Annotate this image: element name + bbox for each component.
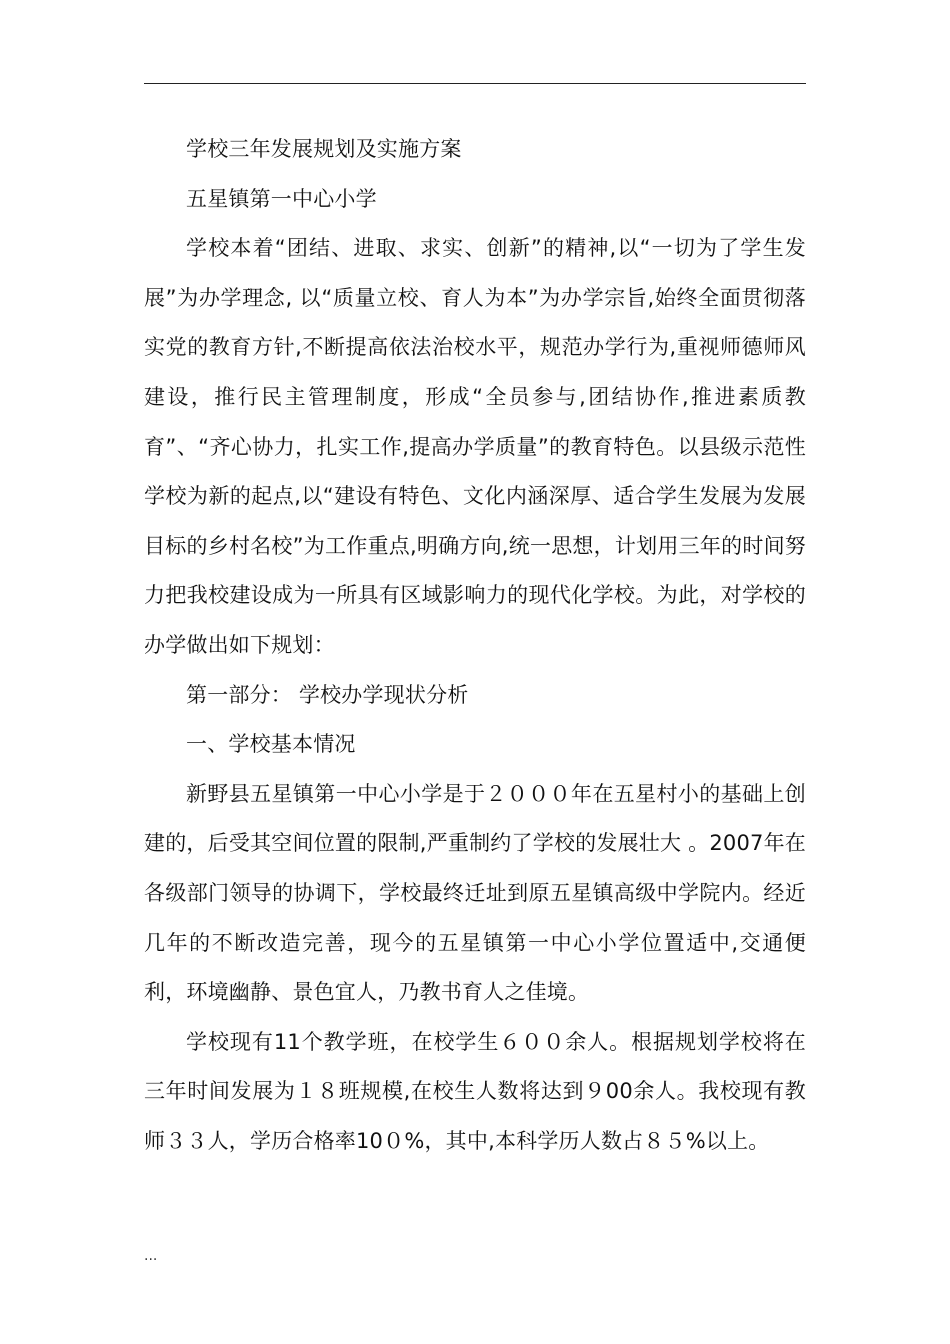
header-rule bbox=[144, 83, 806, 84]
history-paragraph: 新野县五星镇第一中心小学是于２０００年在五星村小的基础上创建的，后受其空间位置的限制,严重制约了学校的发展壮大 。2007年在各级部门领导的协调下，学校最终迁址到原五星镇高级中学院内。经近几年的不断改造完善，现今的五星镇第一中心小学位置适中,交通便利，环境幽静、景色宜人，乃教书育人之佳境。 bbox=[144, 781, 806, 1005]
document-body bbox=[144, 125, 806, 1166]
intro-paragraph: 学校本着“团结、进取、求实、创新”的精神,以“一切为了学生发展”为办学理念, 以“质量立校、育人为本”为办学宗旨,始终全面贯彻落实党的教育方针,不断提高依法治校水平，规范办学行为,重视师德师风建设，推行民主管理制度，形成“全员参与,团结协作,推进素质教育”、“齐心协力，扎实工作,提高办学质量”的教育特色。以县级示范性学校为新的起点,以“建设有特色、文化内涵深厚、适合学生发展为发展目标的乡村名校”为工作重点,明确方向,统一思想，计划用三年的时间努力把我校建设成为一所具有区域影响力的现代化学校。为此，对学校的办学做出如下规划： bbox=[144, 236, 806, 657]
part-heading: 第一部分： 学校办学现状分析 bbox=[186, 682, 469, 707]
stats-paragraph: 学校现有11个教学班，在校学生６００余人。根据规划学校将在三年时间发展为１８班规模,在校生人数将达到９00余人。我校现有教师３３人，学历合格率10０%，其中,本科学历人数占８５%以上。 bbox=[144, 1029, 806, 1153]
school-name: 五星镇第一中心小学 bbox=[186, 186, 377, 211]
section-heading: 一、学校基本情况 bbox=[186, 732, 356, 757]
document-title: 学校三年发展规划及实施方案 bbox=[186, 137, 462, 161]
footer-mark: ... bbox=[144, 1248, 158, 1264]
